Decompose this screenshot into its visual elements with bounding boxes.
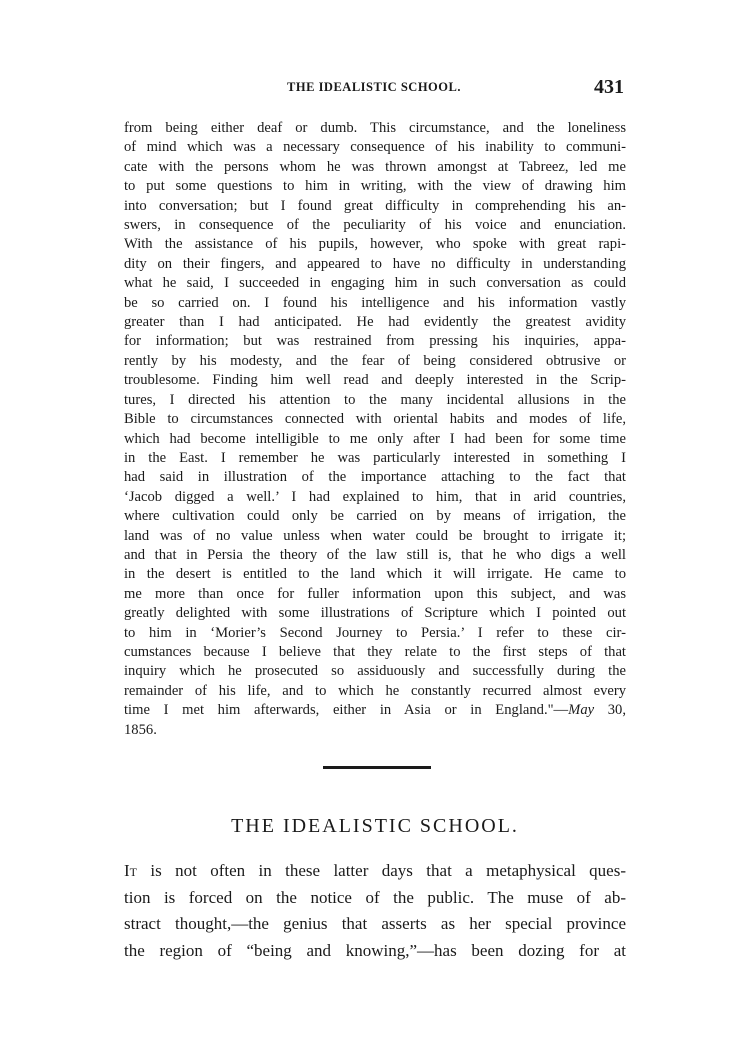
text-line: ‘Jacob digged a well.’ I had explained to him, that in arid countries, — [124, 488, 626, 505]
date-day: 30, — [594, 702, 627, 719]
text-line: in the East. I remember he was particularly interested in something I — [124, 449, 626, 466]
date-month: May — [568, 702, 595, 719]
text-line: me more than once for fuller information upon this subject, and was — [124, 585, 626, 602]
section-title: THE IDEALISTIC SCHOOL. — [231, 815, 519, 837]
text-line: remainder of his life, and to which he constantly recurred almost every — [124, 682, 626, 699]
text-line: rently by his modesty, and the fear of being considered obtrusive or — [124, 352, 626, 369]
text-line: where cultivation could only be carried on by means of irrigation, the — [124, 508, 626, 525]
text-line: Bible to circumstances connected with oriental habits and modes of life, — [124, 411, 626, 428]
text-line: inquiry which he prosecuted so assiduously and successfully during the — [124, 663, 626, 680]
text-line: With the assistance of his pupils, however, who spoke with great rapi- — [124, 236, 626, 253]
text-line: from being either deaf or dumb. This circumstance, and the loneliness — [124, 120, 626, 136]
text-line: and that in Persia the theory of the law still is, that he who digs a well — [124, 546, 626, 563]
text-line: for information; but was restrained from pressing his inquiries, appa- — [124, 333, 626, 350]
text-line: in the desert is entitled to the land which it will irrigate. He came to — [124, 566, 626, 583]
text-line: to put some questions to him in writing, with the view of drawing him — [124, 178, 626, 195]
text-line: stract thought,—the genius that asserts as her special province — [124, 914, 626, 934]
text-line: cumstances because I believe that they relate to the first steps of that — [124, 643, 626, 660]
running-head — [124, 76, 624, 102]
text-line: swers, in consequence of the peculiarity of his voice and enunciation. — [124, 217, 626, 234]
section-opening — [124, 858, 626, 965]
text-line: what he said, I succeeded in engaging him in such conversation as could — [124, 275, 626, 292]
text-line: greater than I had anticipated. He had evidently the greatest avidity — [124, 314, 626, 331]
text-line: of mind which was a necessary consequence of his inability to communi- — [124, 139, 626, 156]
text-line: troublesome. Finding him well read and deeply interested in the Scrip- — [124, 372, 626, 389]
text-line: into conversation; but I found great difficulty in comprehending his an- — [124, 197, 626, 214]
text-line: tion is forced on the notice of the public. The muse of ab- — [124, 887, 626, 907]
first-word: It — [124, 861, 137, 880]
text-line: tures, I directed his attention to the many incidental allusions in the — [124, 391, 626, 408]
text-line: be so carried on. I found his intelligence and his information vastly — [124, 294, 626, 311]
text-line: cate with the persons whom he was thrown amongst at Tabreez, led me — [124, 158, 626, 175]
text-line: to him in ‘Morier’s Second Journey to Persia.’ I refer to these cir- — [124, 624, 626, 641]
text-line-date — [124, 701, 626, 720]
text-line: the region of “being and knowing,”—has been dozing for at — [124, 941, 626, 961]
date-year: 1856. — [124, 721, 157, 738]
quoted-passage — [124, 119, 626, 740]
running-title: THE IDEALISTIC SCHOOL. — [287, 80, 461, 94]
section-divider — [323, 766, 431, 769]
text-line: which had become intelligible to me only after I had been for some time — [124, 430, 626, 447]
text-line: land was of no value unless when water could be brought to irrigate it; — [124, 527, 626, 544]
text-line — [124, 858, 626, 885]
text-line: dity on their fingers, and appeared to have no difficulty in understanding — [124, 255, 626, 272]
text-line: greatly delighted with some illustrations of Scripture which I pointed out — [124, 605, 626, 622]
line-rest: is not often in these latter days that a metaphysical ques- — [137, 861, 626, 880]
page-number: 431 — [594, 76, 624, 98]
quote-end-text: time I met him afterwards, either in Asia or in England."— — [124, 702, 569, 719]
text-line: had said in illustration of the importance attaching to the fact that — [124, 469, 626, 486]
